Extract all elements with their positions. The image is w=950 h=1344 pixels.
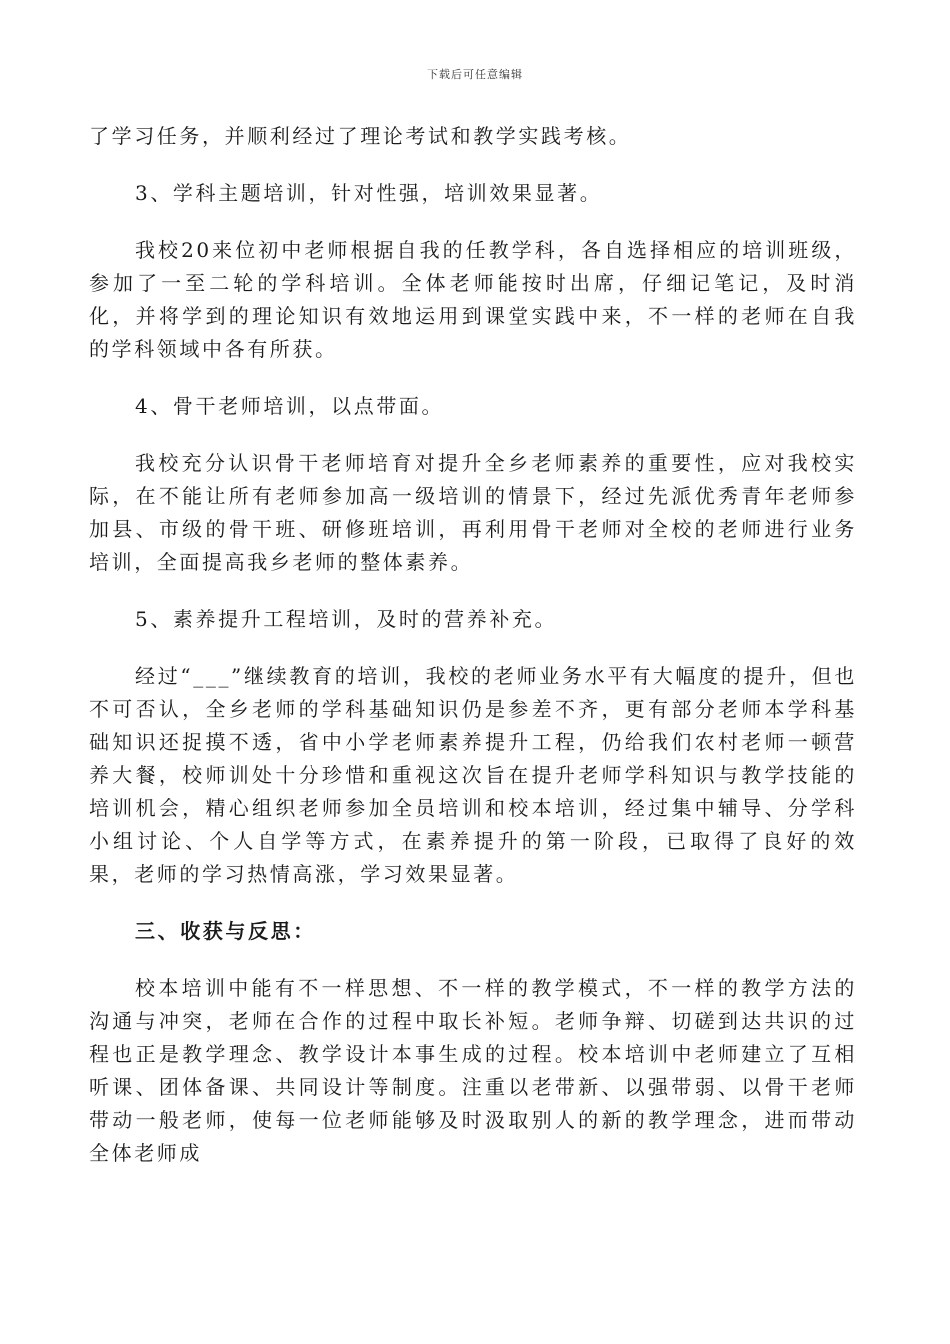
paragraph-subject-training: 我校20来位初中老师根据自我的任教学科，各自选择相应的培训班级，参加了一至二轮的学科培训。全体老师能按时出席，仔细记笔记，及时消化，并将学到的理论知识有效地运用到课堂实践中来，不一样的老师在自我的学科领域中各有所获。 bbox=[89, 238, 857, 361]
document-body bbox=[89, 120, 857, 1170]
paragraph-quality-training: 经过“___”继续教育的培训，我校的老师业务水平有大幅度的提升，但也不可否认，全乡老师的学科基础知识仍是参差不齐，更有部分老师本学科基础知识还捉摸不透，省中小学老师素养提升工程，仍给我们农村老师一顿营养大餐，校师训处十分珍惜和重视这次旨在提升老师学科知识与教学技能的培训机会，精心组织老师参加全员培训和校本培训，经过集中辅导、分学科小组讨论、个人自学等方式，在素养提升的第一阶段，已取得了良好的效果，老师的学习热情高涨，学习效果显著。 bbox=[89, 664, 857, 886]
section-heading-gains: 三、收获与反思： bbox=[135, 919, 316, 943]
paragraph-gains: 校本培训中能有不一样思想、不一样的教学模式，不一样的教学方法的沟通与冲突，老师在合作的过程中取长补短。老师争辩、切磋到达共识的过程也正是教学理念、教学设计本事生成的过程。校本培训中老师建立了互相听课、团体备课、共同设计等制度。注重以老带新、以强带弱、以骨干老师带动一般老师，使每一位老师能够及时汲取别人的新的教学理念，进而带动全体老师成 bbox=[89, 976, 857, 1165]
paragraph-continuation: 了学习任务，并顺利经过了理论考试和教学实践考核。 bbox=[89, 124, 632, 148]
subheading-backbone-training: 4、骨干老师培训，以点带面。 bbox=[135, 394, 445, 418]
page-header: 下载后可任意编辑 bbox=[427, 68, 523, 81]
paragraph-backbone-training: 我校充分认识骨干老师培育对提升全乡老师素养的重要性，应对我校实际，在不能让所有老师参加高一级培训的情景下，经过先派优秀青年老师参加县、市级的骨干班、研修班培训，再利用骨干老师对全校的老师进行业务培训，全面提高我乡老师的整体素养。 bbox=[89, 451, 857, 574]
subheading-subject-training: 3、学科主题培训，针对性强，培训效果显著。 bbox=[135, 181, 603, 205]
subheading-quality-training: 5、素养提升工程培训，及时的营养补充。 bbox=[135, 607, 558, 631]
